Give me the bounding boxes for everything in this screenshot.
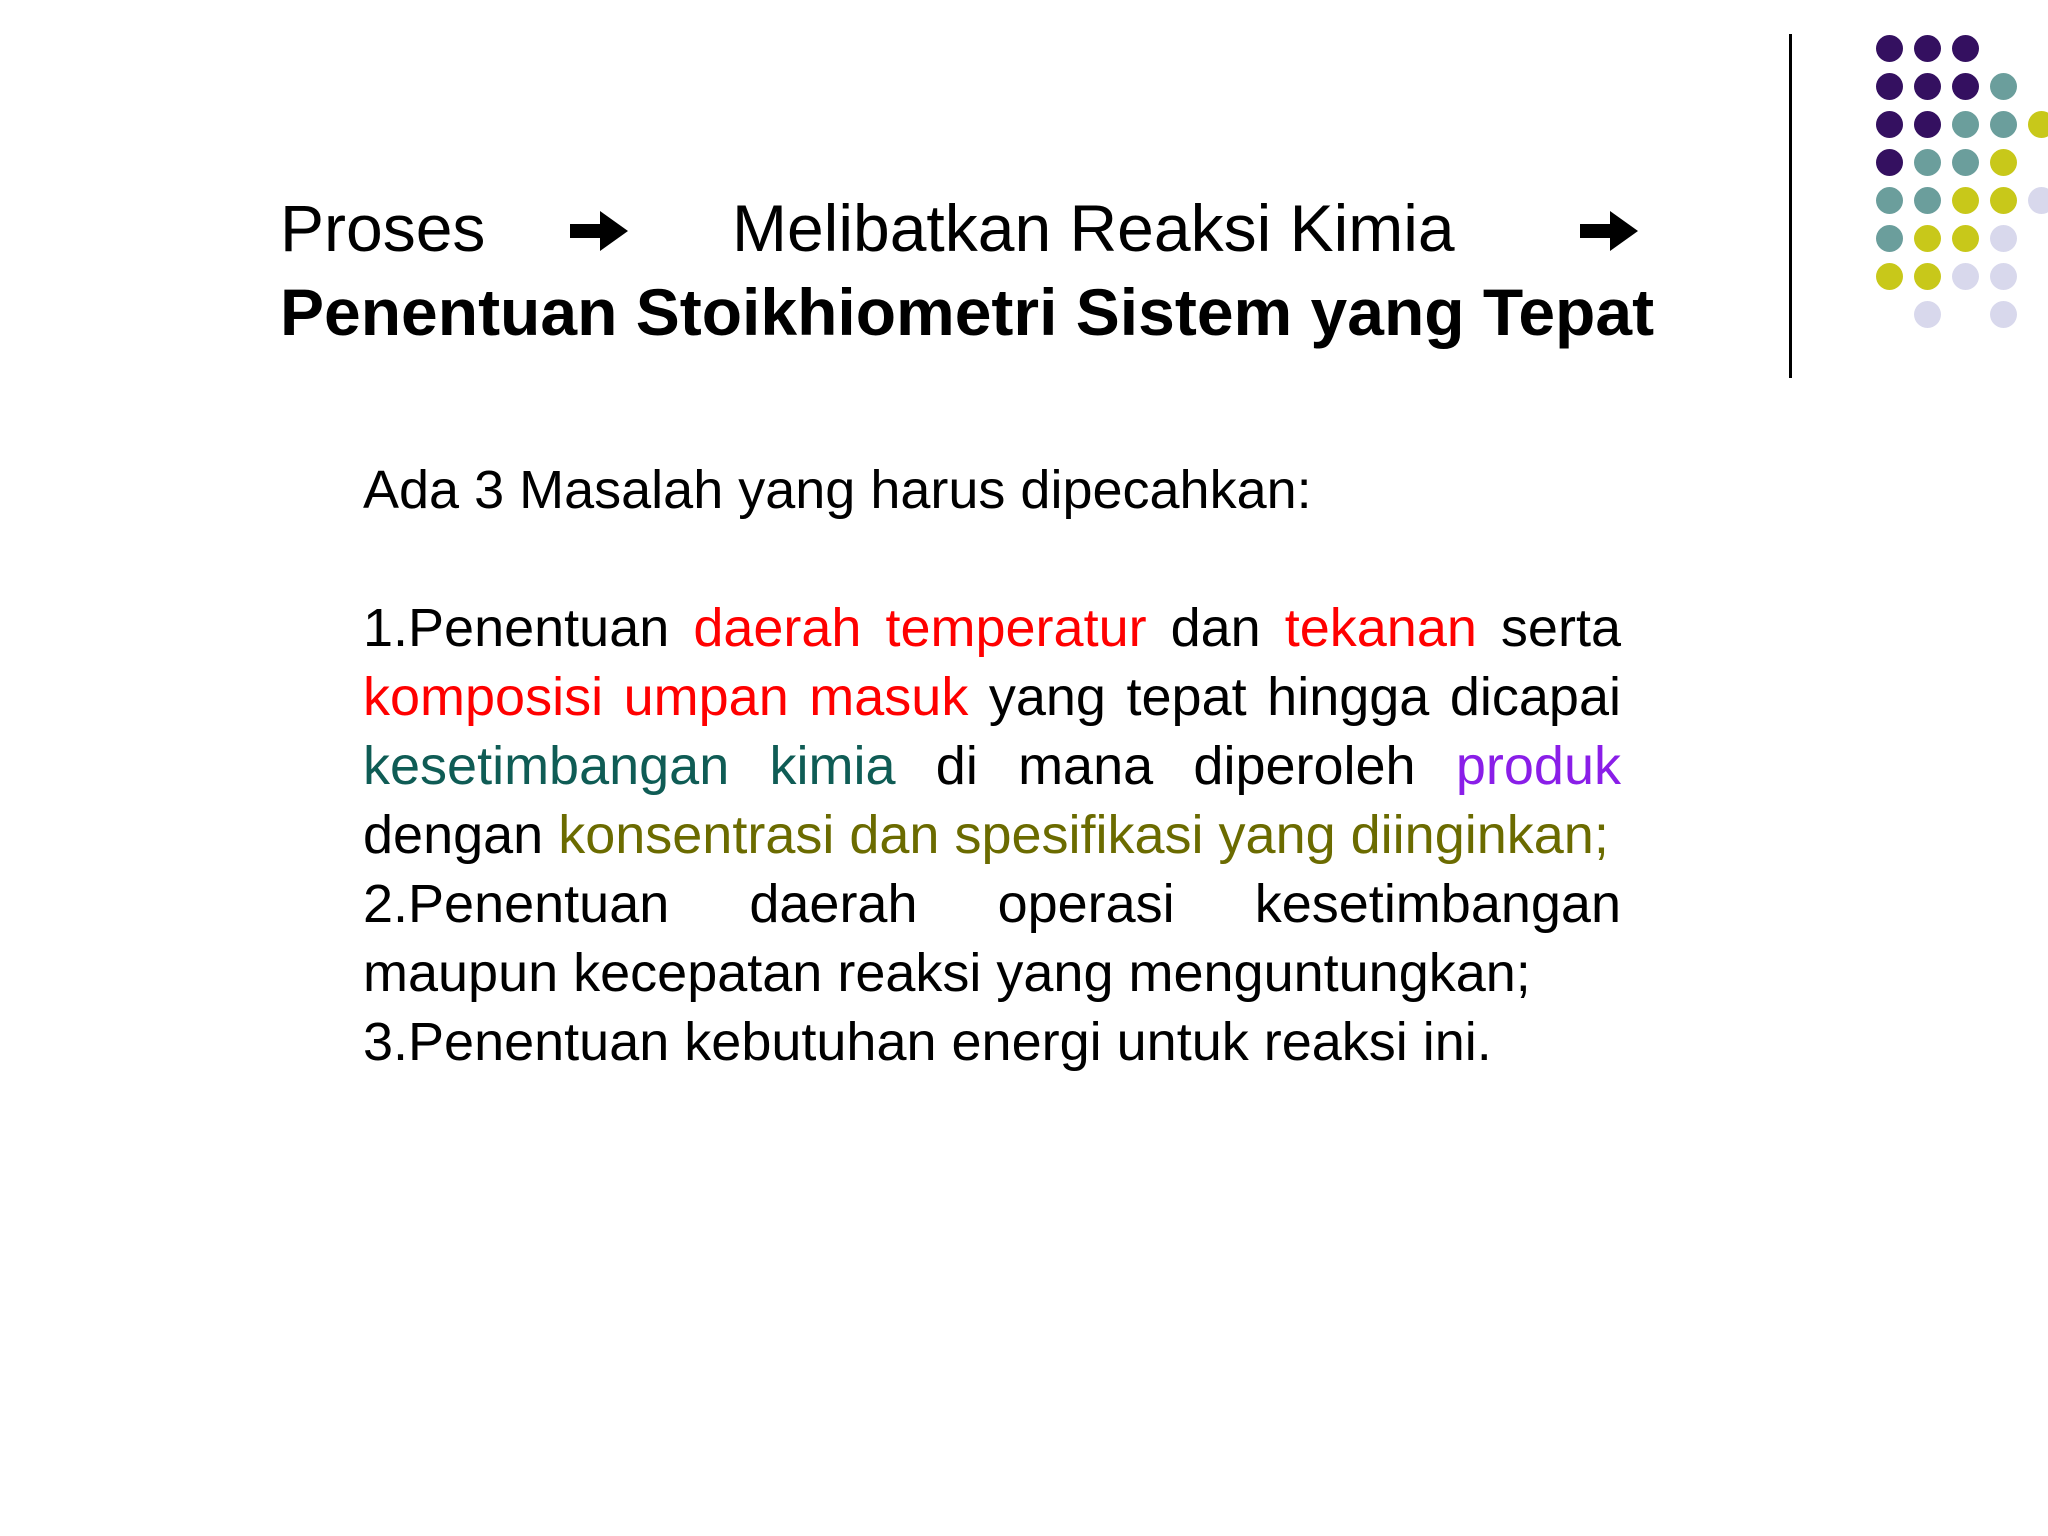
decorative-dot [1990,149,2017,176]
decorative-dot [1914,225,1941,252]
decorative-dot [1952,111,1979,138]
decorative-dot [1952,263,1979,290]
decorative-dot [2028,187,2048,214]
title-line-2: Penentuan Stoikhiometri Sistem yang Tepat [280,275,1655,349]
slide-title [280,186,1730,354]
intro-text: Ada 3 Masalah yang harus dipecahkan: [363,460,1312,520]
decorative-dot [1876,35,1903,62]
slide-body [363,456,1621,1077]
decorative-dot [1876,187,1903,214]
decorative-dot [1876,73,1903,100]
decorative-dot [1914,301,1941,328]
item1-text: serta [1476,598,1621,658]
decorative-dot [1876,263,1903,290]
highlight-daerah-temperatur: daerah temperatur [693,598,1147,658]
decorative-dot [1914,187,1941,214]
item1-text: 1.Penentuan [363,598,694,658]
highlight-produk: produk [1455,736,1621,796]
decorative-dot [1952,35,1979,62]
right-arrow-icon [570,186,630,270]
decorative-dot [1952,149,1979,176]
vertical-divider [1789,34,1792,378]
decorative-dot [1990,301,2017,328]
item1-text: dengan [363,805,559,865]
decorative-dot [1914,111,1941,138]
decorative-dot [1914,35,1941,62]
list-item-1 [363,594,1621,870]
title-line-1 [280,186,1730,270]
right-arrow-icon [1580,186,1640,270]
decorative-dot [1914,263,1941,290]
decorative-dot [1990,225,2017,252]
decorative-dot [1876,149,1903,176]
highlight-kesetimbangan: kesetimbangan kimia [363,736,896,796]
decorative-dot [2028,111,2048,138]
highlight-tekanan: tekanan [1284,598,1477,658]
decorative-dot [1990,111,2017,138]
highlight-konsentrasi: konsentrasi dan spesifikasi yang diinginkan; [558,805,1609,865]
item1-text: di mana diperoleh [895,736,1456,796]
decorative-dot [1952,73,1979,100]
decorative-dot [1990,263,2017,290]
item1-text: dan [1146,598,1285,658]
list-item-2: 2.Penentuan daerah operasi kesetimbangan maupun kecepatan reaksi yang menguntungkan; [363,874,1621,1003]
highlight-komposisi: komposisi umpan masuk [363,667,969,727]
list-item-3: 3.Penentuan kebutuhan energi untuk reaksi ini. [363,1012,1492,1072]
decorative-dot [1876,225,1903,252]
decorative-dot [1914,149,1941,176]
decorative-dot [1952,187,1979,214]
decorative-dot [1876,111,1903,138]
decorative-dot [1914,73,1941,100]
decorative-dot [1990,187,2017,214]
decorative-dot [1952,225,1979,252]
item1-text: yang tepat hingga dicapai [968,667,1621,727]
title-melibatkan: Melibatkan Reaksi Kimia [732,191,1455,265]
title-proses: Proses [280,191,486,265]
decorative-dot [1990,73,2017,100]
